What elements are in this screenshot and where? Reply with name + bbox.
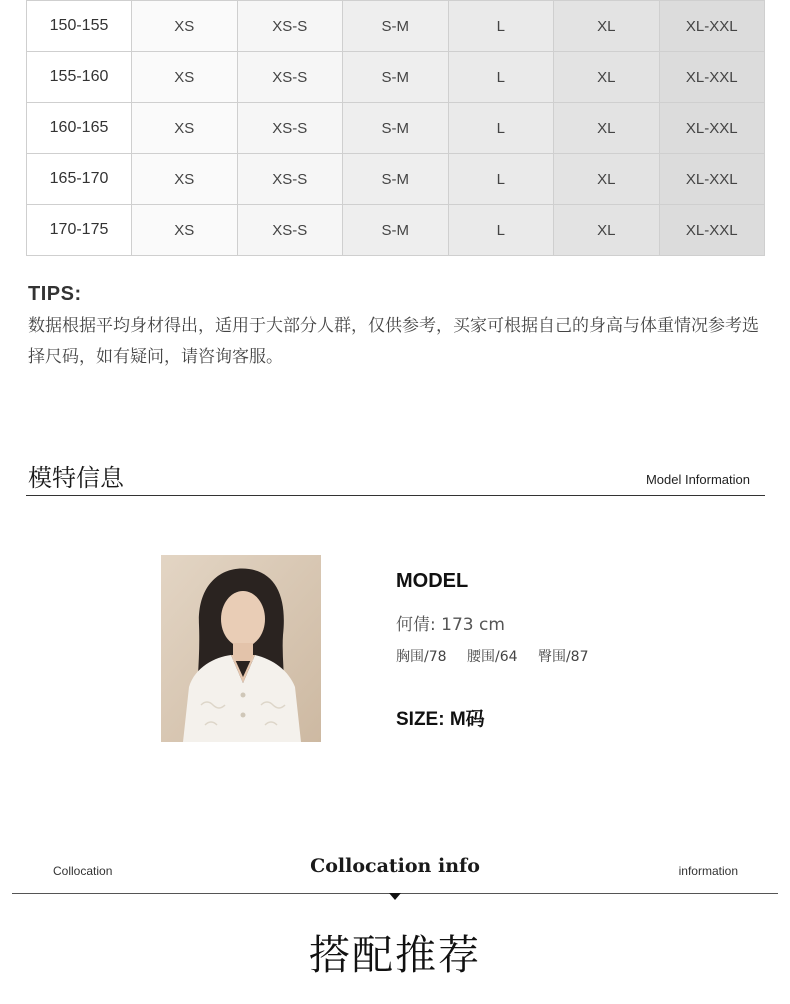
size-cell: XS xyxy=(132,52,238,103)
size-cell: XL xyxy=(554,154,660,205)
size-cell: S-M xyxy=(343,1,449,52)
section-divider xyxy=(26,495,765,496)
collocation-title-cn: 搭配推荐 xyxy=(309,931,481,979)
height-range-cell: 150-155 xyxy=(27,1,132,52)
tips-text: 数据根据平均身材得出，适用于大部分人群，仅供参考，买家可根据自己的身高与体重情况参考选择尺码，如有疑问，请咨询客服。 xyxy=(28,316,759,367)
model-label: MODEL xyxy=(396,570,469,592)
size-cell: XS xyxy=(132,1,238,52)
size-cell: XL-XXL xyxy=(659,1,765,52)
size-cell: XS xyxy=(132,205,238,256)
size-cell: XL-XXL xyxy=(659,205,765,256)
size-cell: XL-XXL xyxy=(659,103,765,154)
model-photo xyxy=(161,555,321,742)
model-section-subtitle: Model Information xyxy=(645,472,750,487)
size-cell: S-M xyxy=(343,205,449,256)
size-cell: XS-S xyxy=(237,205,343,256)
size-cell: XS-S xyxy=(237,103,343,154)
size-cell: L xyxy=(448,52,554,103)
size-cell: L xyxy=(448,205,554,256)
size-cell: XL xyxy=(554,1,660,52)
height-range-cell: 165-170 xyxy=(27,154,132,205)
size-cell: XS-S xyxy=(237,154,343,205)
collocation-left-label: Collocation xyxy=(53,864,113,878)
height-range-cell: 160-165 xyxy=(27,103,132,154)
size-cell: XS-S xyxy=(237,1,343,52)
size-chart-table xyxy=(26,0,765,256)
size-cell: XS-S xyxy=(237,52,343,103)
size-cell: XS xyxy=(132,154,238,205)
size-cell: L xyxy=(448,154,554,205)
size-cell: XL xyxy=(554,103,660,154)
table-row xyxy=(27,52,765,103)
size-cell: XL xyxy=(554,52,660,103)
collocation-title: Collocation info xyxy=(310,855,480,877)
size-cell: XS xyxy=(132,103,238,154)
size-cell: L xyxy=(448,1,554,52)
height-range-cell: 155-160 xyxy=(27,52,132,103)
size-cell: XL-XXL xyxy=(659,154,765,205)
table-row xyxy=(27,154,765,205)
model-name-height: 何倩: 173 cm xyxy=(396,615,505,635)
model-section-title: 模特信息 xyxy=(28,464,124,492)
hip-measurement: 臀围/87 xyxy=(537,649,589,665)
collocation-right-label: information xyxy=(678,864,738,878)
size-cell: XL-XXL xyxy=(659,52,765,103)
table-row xyxy=(27,1,765,52)
waist-measurement: 腰围/64 xyxy=(466,649,518,665)
size-cell: XL xyxy=(554,205,660,256)
table-row xyxy=(27,103,765,154)
model-size: SIZE: M码 xyxy=(396,709,485,730)
size-cell: S-M xyxy=(343,154,449,205)
size-cell: S-M xyxy=(343,103,449,154)
model-portrait-image xyxy=(161,555,321,742)
height-range-cell: 170-175 xyxy=(27,205,132,256)
model-measurements xyxy=(396,646,605,666)
size-cell: L xyxy=(448,103,554,154)
table-row xyxy=(27,205,765,256)
arrow-down-icon xyxy=(389,893,401,900)
tips-title: TIPS: xyxy=(28,283,82,305)
size-cell: S-M xyxy=(343,52,449,103)
bust-measurement: 胸围/78 xyxy=(396,649,447,665)
